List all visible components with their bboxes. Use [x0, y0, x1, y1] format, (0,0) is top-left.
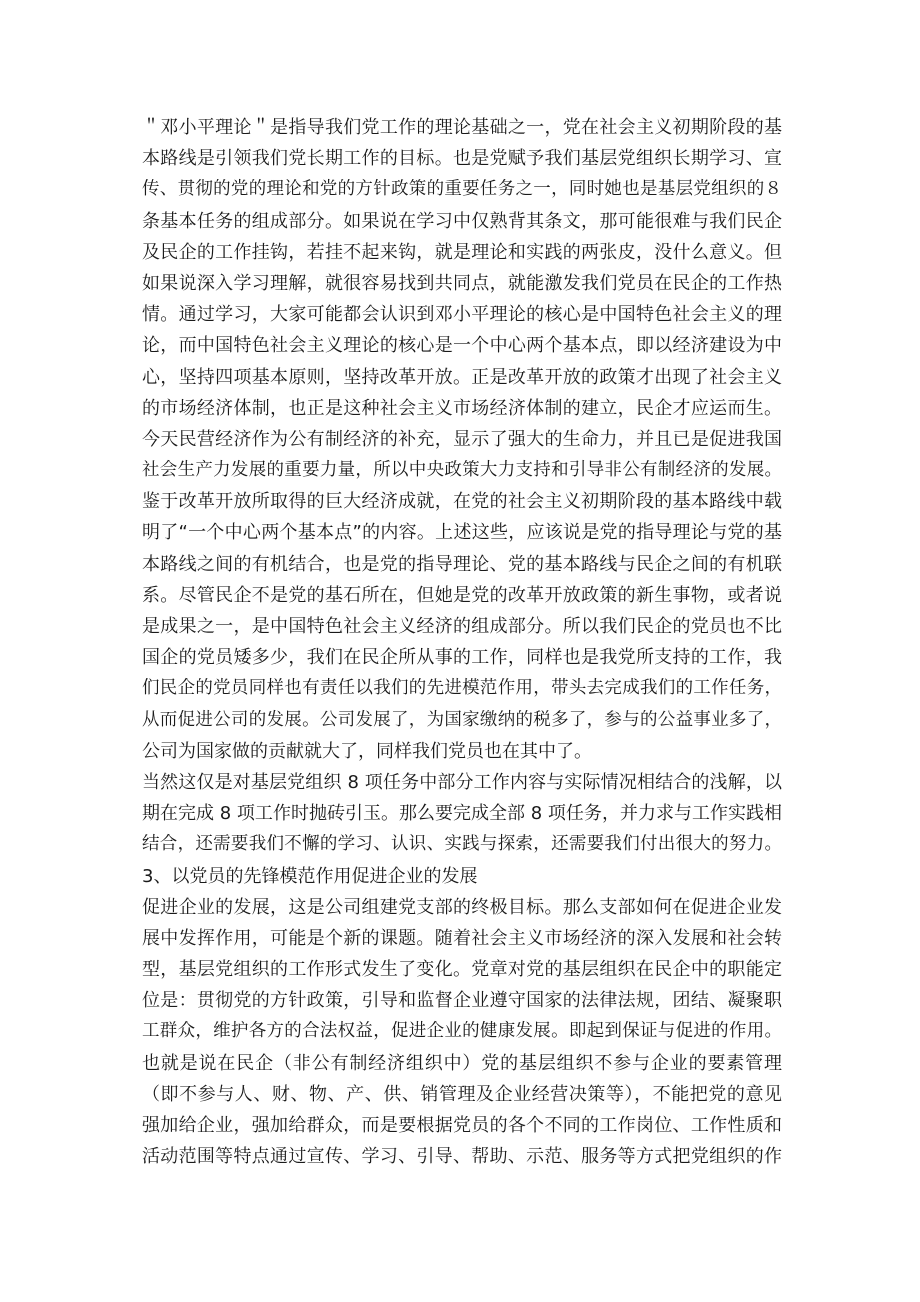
- paragraph-line: 论，而中国特色社会主义理论的核心是一个中心两个基本点，即以经济建设为中: [142, 335, 782, 357]
- paragraph-line: 传、贯彻的党的理论和党的方针政策的重要任务之一，同时她也是基层党组织的８: [142, 179, 782, 200]
- paragraph-line: 本路线之间的有机结合，也是党的指导理论、党的基本路线与民企之间的有机联: [142, 553, 782, 575]
- paragraph-line: 条基本任务的组成部分。如果说在学习中仅熟背其条文，那可能很难与我们民企: [142, 210, 782, 232]
- document-body: [142, 112, 782, 1172]
- paragraph-line: 工群众，维护各方的合法权益，促进企业的健康发展。即起到保证与促进的作用。: [142, 1021, 782, 1042]
- paragraph-line: 明了“一个中心两个基本点”的内容。上述这些，应该说是党的指导理论与党的基: [142, 522, 782, 544]
- paragraph-line: 当然这仅是对基层党组织 8 项任务中部分工作内容与实际情况相结合的浅解，以: [142, 771, 782, 793]
- paragraph-line: 强加给企业，强加给群众，而是要根据党员的各个不同的工作岗位、工作性质和: [142, 1115, 782, 1136]
- paragraph-line: ＂邓小平理论＂是指导我们党工作的理论基础之一，党在社会主义初期阶段的基: [142, 117, 782, 138]
- paragraph-line: 公司为国家做的贡献就大了，同样我们党员也在其中了。: [142, 740, 592, 762]
- paragraph-line: 从而促进公司的发展。公司发展了，为国家缴纳的税多了，参与的公益事业多了，: [142, 709, 782, 730]
- paragraph-line: 心，坚持四项基本原则，坚持改革开放。正是改革开放的政策才出现了社会主义: [142, 366, 782, 388]
- paragraph-line: 情。通过学习，大家可能都会认识到邓小平理论的核心是中国特色社会主义的理: [142, 304, 782, 326]
- paragraph-line: 社会生产力发展的重要力量，所以中央政策大力支持和引导非公有制经济的发展。: [142, 460, 782, 481]
- paragraph-line: 系。尽管民企不是党的基石所在，但她是党的改革开放政策的新生事物，或者说: [142, 584, 782, 606]
- paragraph-line: 展中发挥作用，可能是个新的课题。随着社会主义市场经济的深入发展和社会转: [142, 927, 782, 949]
- paragraph-line: 们民企的党员同样也有责任以我们的先进模范作用，带头去完成我们的工作任务，: [142, 678, 782, 699]
- section-heading: 3、以党员的先锋模范作用促进企业的发展: [142, 865, 478, 887]
- paragraph-line: （即不参与人、财、物、产、供、销管理及企业经营决策等），不能把党的意见: [142, 1083, 782, 1105]
- paragraph-line: 本路线是引领我们党长期工作的目标。也是党赋予我们基层党组织长期学习、宣: [142, 148, 782, 170]
- paragraph-line: 活动范围等特点通过宣传、学习、引导、帮助、示范、服务等方式把党组织的作: [142, 1146, 782, 1168]
- paragraph-line: 如果说深入学习理解，就很容易找到共同点，就能激发我们党员在民企的工作热: [142, 272, 782, 294]
- paragraph-line: 及民企的工作挂钩，若挂不起来钩，就是理论和实践的两张皮，没什么意义。但: [142, 241, 782, 263]
- paragraph-line: 结合，还需要我们不懈的学习、认识、实践与探索，还需要我们付出很大的努力。: [142, 834, 782, 855]
- paragraph-line: 是成果之一，是中国特色社会主义经济的组成部分。所以我们民企的党员也不比: [142, 616, 782, 637]
- paragraph-line: 也就是说在民企（非公有制经济组织中）党的基层组织不参与企业的要素管理: [142, 1052, 782, 1074]
- paragraph-line: 促进企业的发展，这是公司组建党支部的终极目标。那么支部如何在促进企业发: [142, 896, 782, 918]
- paragraph-line: 期在完成 8 项工作时抛砖引玉。那么要完成全部 8 项任务，并力求与工作实践相: [142, 803, 782, 825]
- paragraph-line: 国企的党员矮多少，我们在民企所从事的工作，同样也是我党所支持的工作，我: [142, 647, 782, 669]
- paragraph-line: 的市场经济体制，也正是这种社会主义市场经济体制的建立，民企才应运而生。: [142, 397, 782, 419]
- paragraph-line: 型，基层党组织的工作形式发生了变化。党章对党的基层组织在民企中的职能定: [142, 959, 782, 981]
- paragraph-line: 鉴于改革开放所取得的巨大经济成就，在党的社会主义初期阶段的基本路线中载: [142, 491, 782, 513]
- paragraph-line: 位是：贯彻党的方针政策，引导和监督企业遵守国家的法律法规，团结、凝聚职: [142, 990, 782, 1012]
- paragraph-line: 今天民营经济作为公有制经济的补充，显示了强大的生命力，并且已是促进我国: [142, 428, 782, 450]
